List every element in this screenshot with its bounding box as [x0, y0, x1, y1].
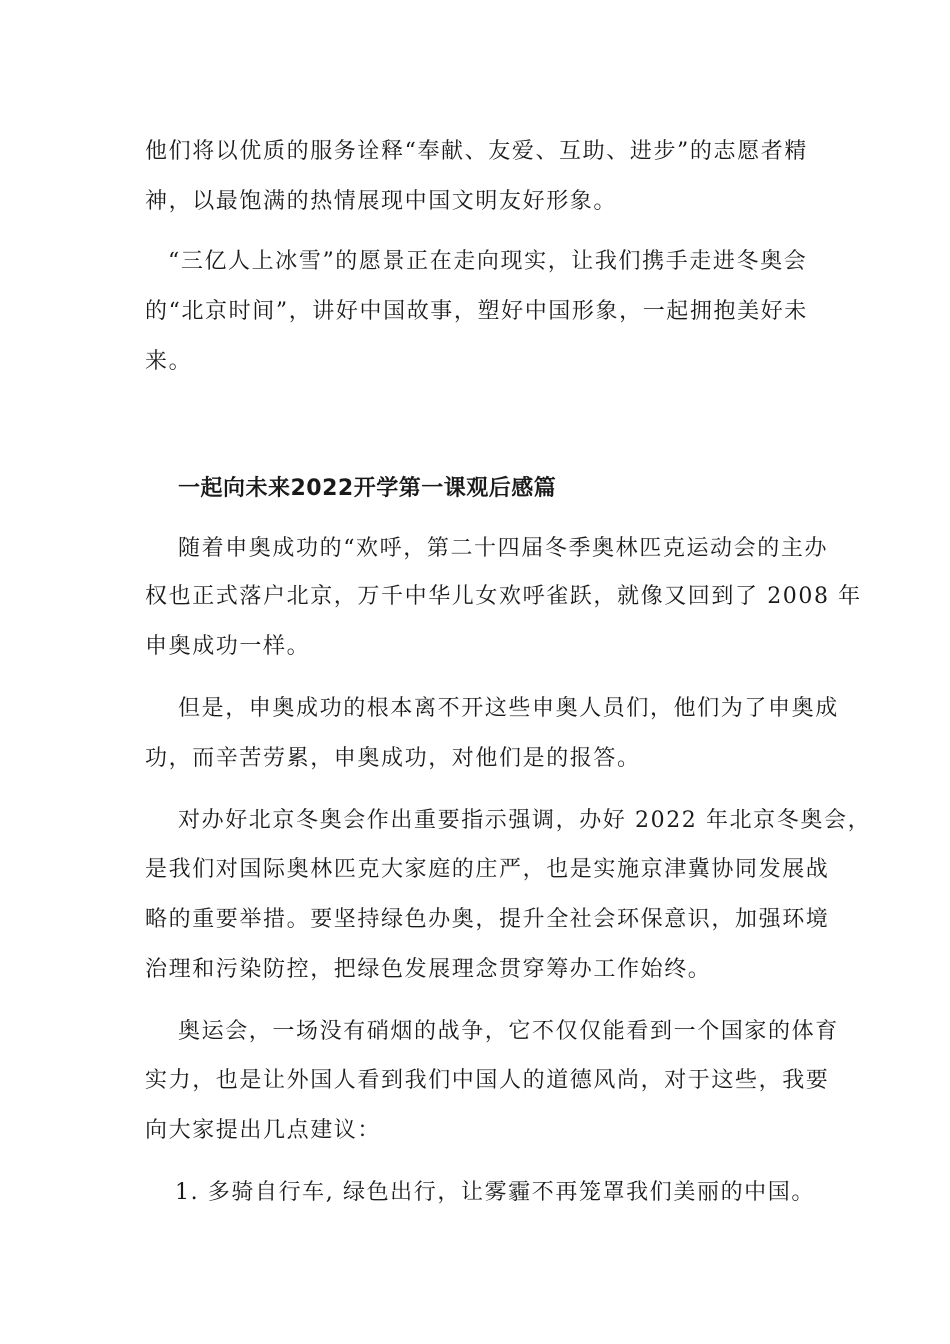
- section-paragraph-3-line-1: 对办好北京冬奥会作出重要指示强调，办好 2022 年北京冬奥会，: [178, 808, 872, 833]
- paragraph-1-line-2: 神，以最饱满的热情展现中国文明友好形象。: [145, 189, 618, 214]
- paragraph-1-line-1: 他们将以优质的服务诠释“奉献、友爱、互助、进步”的志愿者精: [145, 139, 808, 164]
- paragraph-2-line-1: “三亿人上冰雪”的愿景正在走向现实，让我们携手走进冬奥会: [168, 249, 808, 274]
- section-heading: 一起向未来2022开学第一课观后感篇: [178, 476, 557, 501]
- section-paragraph-1-line-3: 申奥成功一样。: [145, 634, 311, 659]
- paragraph-2-line-3: 来。: [145, 349, 193, 374]
- section-paragraph-2-line-1: 但是，申奥成功的根本离不开这些申奥人员们，他们为了申奥成: [178, 696, 839, 721]
- section-paragraph-4-line-3: 向大家提出几点建议：: [145, 1118, 382, 1143]
- section-paragraph-2-line-2: 功，而辛苦劳累，申奥成功，对他们是的报答。: [145, 746, 641, 771]
- list-item-1: 1. 多骑自行车, 绿色出行，让雾霾不再笼罩我们美丽的中国。: [175, 1180, 815, 1205]
- section-paragraph-4-line-1: 奥运会，一场没有硝烟的战争，它不仅仅能看到一个国家的体育: [178, 1019, 839, 1044]
- paragraph-2-line-2: 的“北京时间”，讲好中国故事，塑好中国形象，一起拥抱美好未: [145, 299, 808, 324]
- section-paragraph-1-line-2: 权也正式落户北京，万千中华儿女欢呼雀跃，就像又回到了 2008 年: [145, 584, 862, 609]
- section-paragraph-3-line-4: 治理和污染防控，把绿色发展理念贯穿筹办工作始终。: [145, 957, 712, 982]
- section-paragraph-1-line-1: 随着申奥成功的“欢呼，第二十四届冬季奥林匹克运动会的主办: [178, 536, 829, 561]
- section-paragraph-4-line-2: 实力，也是让外国人看到我们中国人的道德风尚，对于这些，我要: [145, 1068, 830, 1093]
- section-paragraph-3-line-2: 是我们对国际奥林匹克大家庭的庄严，也是实施京津冀协同发展战: [145, 857, 830, 882]
- section-paragraph-3-line-3: 略的重要举措。要坚持绿色办奥，提升全社会环保意识，加强环境: [145, 907, 830, 932]
